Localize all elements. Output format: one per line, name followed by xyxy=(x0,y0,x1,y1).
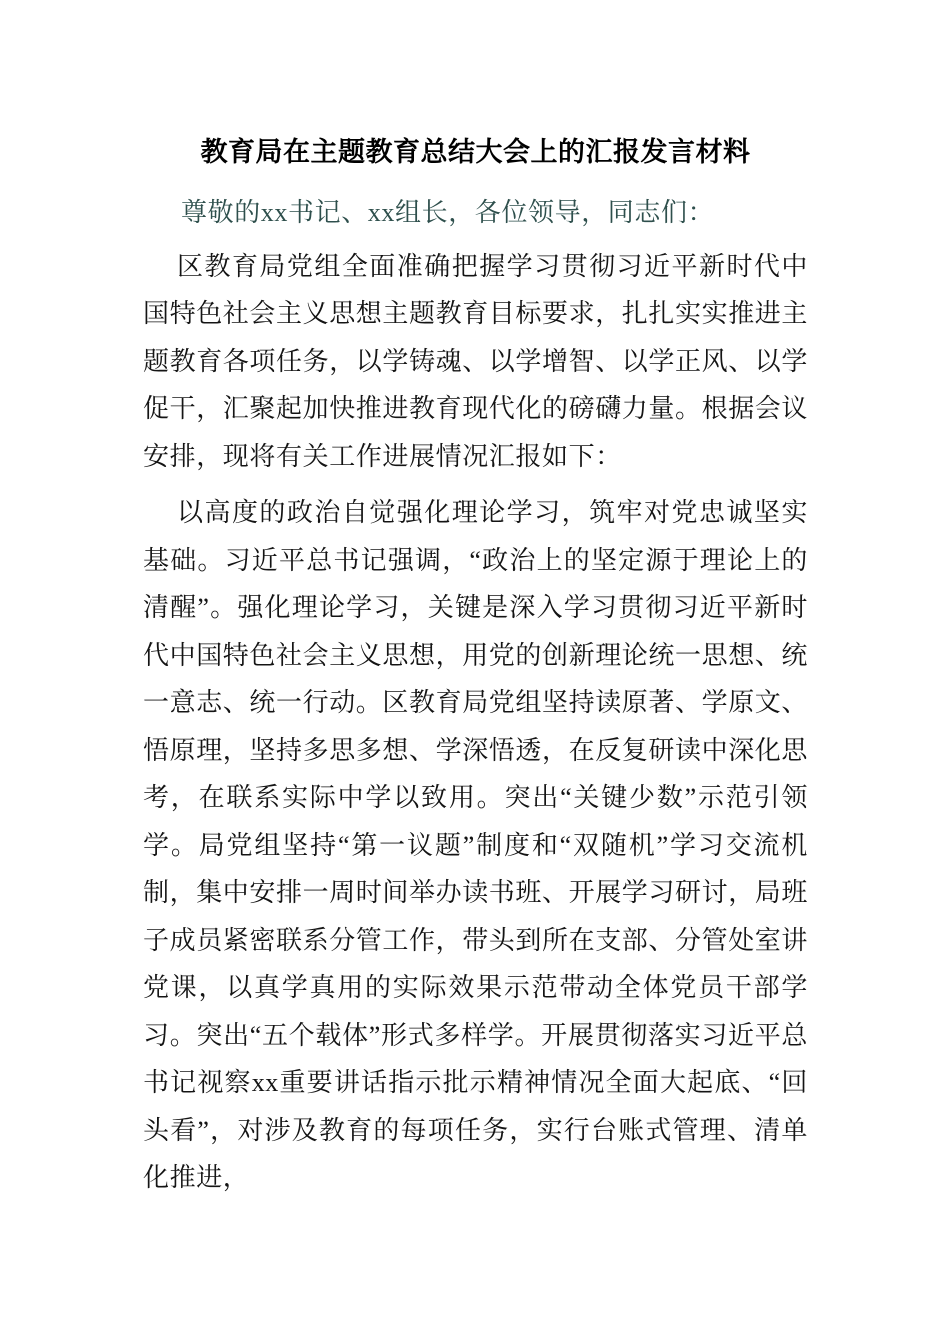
document-title: 教育局在主题教育总结大会上的汇报发言材料 xyxy=(200,137,751,167)
paragraph-2: 以高度的政治自觉强化理论学习，筑牢对党忠诚坚实基础。习近平总书记强调，“政治上的坚定源于理论上的清醒”。强化理论学习，关键是深入学习贯彻习近平新时代中国特色社会主义思想，用党的创新理论统一思想、统一意志、统一行动。区教育局党组坚持读原著、学原文、悟原理，坚持多思多想、学深悟透，在反复研读中深化思考，在联系实际中学以致用。突出“关键少数”示范引领学。局党组坚持“第一议题”制度和“双随机”学习交流机制，集中安排一周时间举办读书班、开展学习研讨，局班子成员紧密联系分管工作，带头到所在支部、分管处室讲党课，以真学真用的实际效果示范带动全体党员干部学习。突出“五个载体”形式多样学。开展贯彻落实习近平总书记视察xx重要讲话指示批示精神情况全面大起底、“回头看”，对涉及教育的每项任务，实行台账式管理、清单化推进， xyxy=(143,498,809,1192)
document-body xyxy=(143,243,808,1202)
paragraph-1: 区教育局党组全面准确把握学习贯彻习近平新时代中国特色社会主义思想主题教育目标要求，扎扎实实推进主题教育各项任务，以学铸魂、以学增智、以学正风、以学促干，汇聚起加快推进教育现代化的磅礴力量。根据会议安排，现将有关工作进展情况汇报如下： xyxy=(143,251,809,471)
greeting-line: 尊敬的xx书记、xx组长，各位领导，同志们： xyxy=(181,198,715,227)
